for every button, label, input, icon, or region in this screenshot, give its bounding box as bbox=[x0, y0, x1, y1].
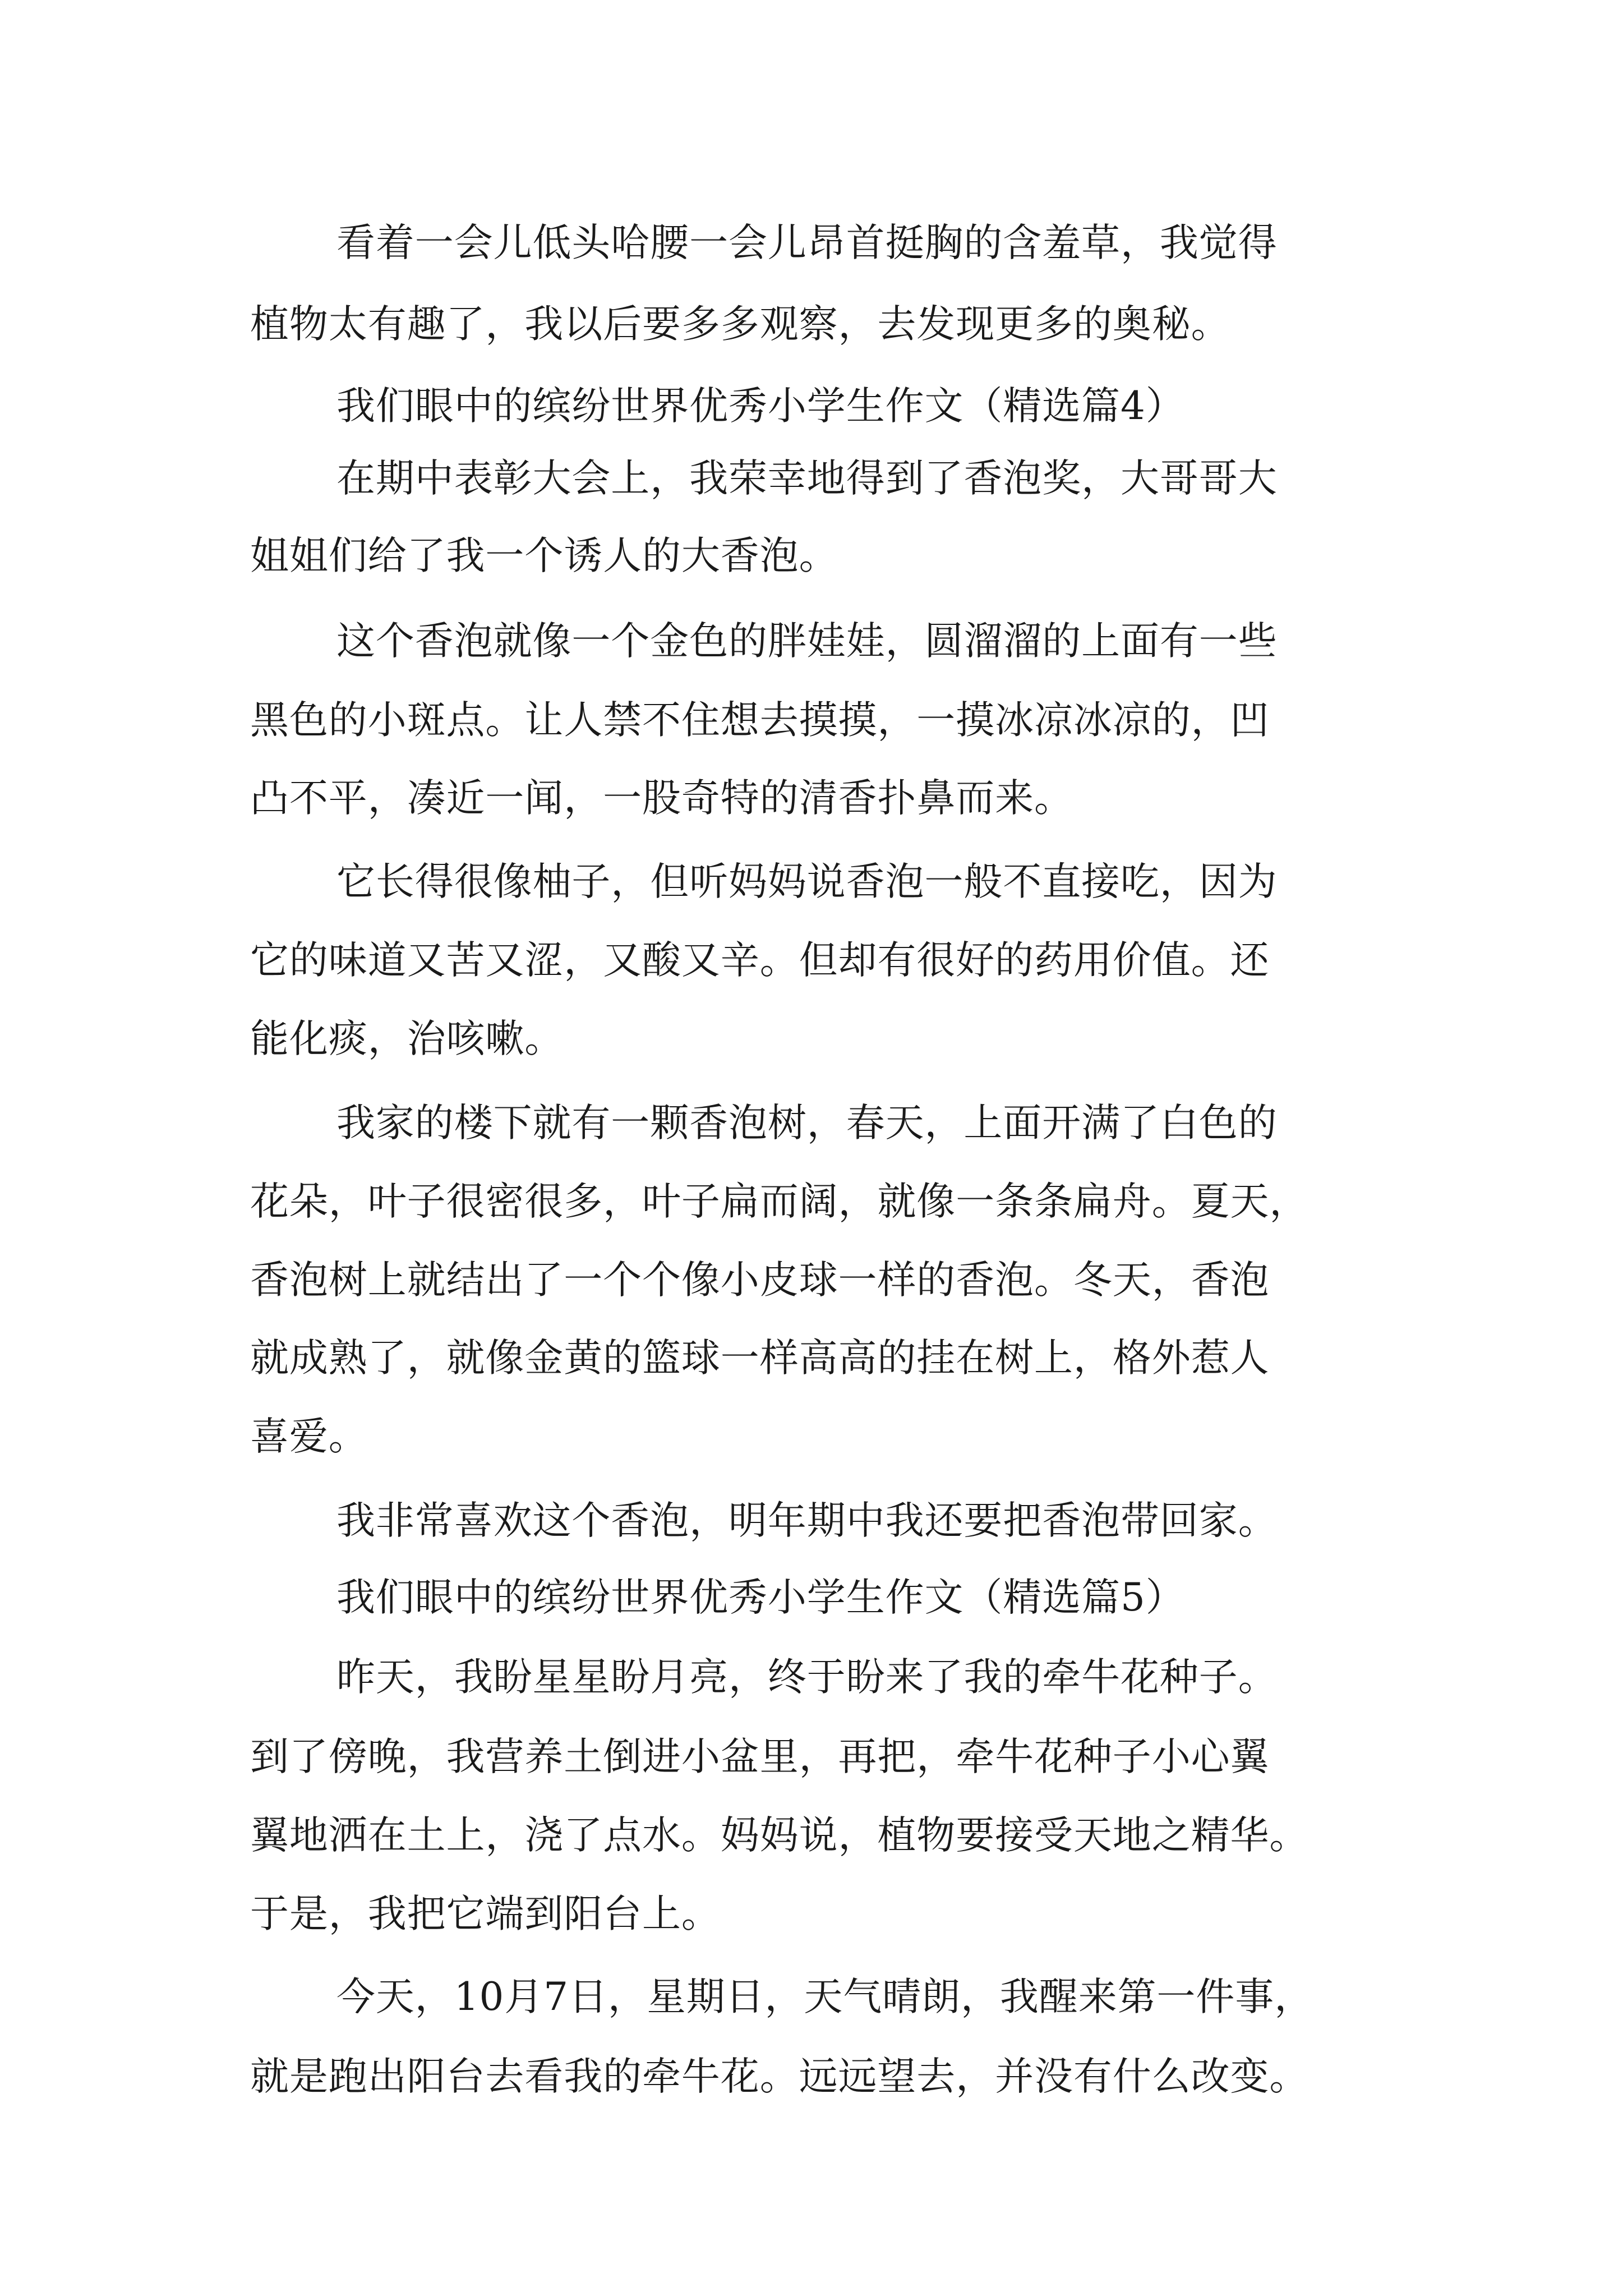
text-line-24: 就是跑出阳台去看我的牵牛花。远远望去，并没有什么改变。 bbox=[250, 2054, 1309, 2099]
text-line-7: 黑色的小斑点。让人禁不住想去摸摸，一摸冰凉冰凉的，凹 bbox=[250, 698, 1270, 743]
text-line-9: 它长得很像柚子，但听妈妈说香泡一般不直接吃，因为 bbox=[336, 859, 1278, 904]
text-line-14: 香泡树上就结出了一个个像小皮球一样的香泡。冬天，香泡 bbox=[250, 1258, 1270, 1303]
text-line-19: 昨天，我盼星星盼月亮，终于盼来了我的牵牛花种子。 bbox=[336, 1655, 1278, 1700]
text-line-13: 花朵，叶子很密很多，叶子扁而阔，就像一条条扁舟。夏天， bbox=[250, 1179, 1309, 1224]
text-line-11: 能化痰，治咳嗽。 bbox=[250, 1016, 564, 1061]
text-line-21: 翼地洒在土上，浇了点水。妈妈说，植物要接受天地之精华。 bbox=[250, 1813, 1309, 1858]
text-line-17: 我非常喜欢这个香泡，明年期中我还要把香泡带回家。 bbox=[336, 1498, 1278, 1543]
text-line-5: 姐姐们给了我一个诱人的大香泡。 bbox=[250, 533, 838, 578]
text-line-6: 这个香泡就像一个金色的胖娃娃，圆溜溜的上面有一些 bbox=[336, 619, 1278, 664]
text-line-4: 在期中表彰大会上，我荣幸地得到了香泡奖，大哥哥大 bbox=[336, 456, 1278, 501]
section-heading-4: 我们眼中的缤纷世界优秀小学生作文（精选篇4） bbox=[336, 384, 1185, 429]
text-line-8: 凸不平，凑近一闻，一股奇特的清香扑鼻而来。 bbox=[250, 776, 1073, 821]
text-line-15: 就成熟了，就像金黄的篮球一样高高的挂在树上，格外惹人 bbox=[250, 1336, 1270, 1381]
text-line-12: 我家的楼下就有一颗香泡树，春天，上面开满了白色的 bbox=[336, 1101, 1278, 1145]
text-line-10: 它的味道又苦又涩，又酸又辛。但却有很好的药用价值。还 bbox=[250, 938, 1270, 983]
section-heading-5: 我们眼中的缤纷世界优秀小学生作文（精选篇5） bbox=[336, 1575, 1185, 1620]
text-line-1: 看着一会儿低头哈腰一会儿昂首挺胸的含羞草，我觉得 bbox=[336, 220, 1278, 265]
text-line-16: 喜爱。 bbox=[250, 1414, 368, 1459]
text-line-23: 今天，10月7日，星期日，天气晴朗，我醒来第一件事， bbox=[336, 1975, 1314, 2019]
text-line-2: 植物太有趣了，我以后要多多观察，去发现更多的奥秘。 bbox=[250, 302, 1230, 347]
text-line-22: 于是，我把它端到阳台上。 bbox=[250, 1892, 721, 1936]
text-line-20: 到了傍晚，我营养土倒进小盆里，再把，牵牛花种子小心翼 bbox=[250, 1734, 1270, 1779]
